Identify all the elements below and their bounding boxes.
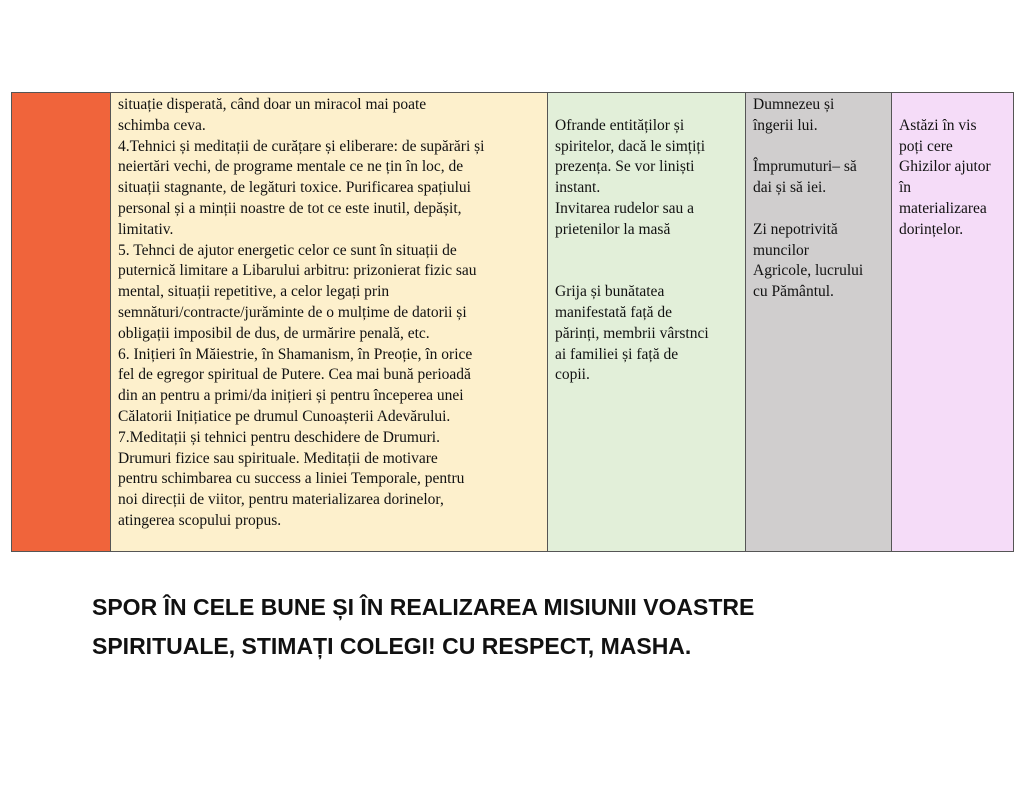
cell-text-line: 6. Inițieri în Măiestrie, în Shamanism, în Preoție, în orice (118, 345, 473, 363)
cell-text-line: Împrumuturi– să (753, 158, 857, 176)
cell-text-line (753, 199, 885, 220)
cell-text-line: prezența. Se vor liniști (555, 158, 695, 176)
cell-text-line: mental, situații repetitive, a celor legați prin (118, 283, 390, 301)
cell-text-line: Ghizilor ajutor (899, 158, 991, 176)
cell-text-line: părinți, membrii vârstnci (555, 324, 709, 342)
cell-text-line: neiertări vechi, de programe mentale ce ne țin în loc, de (118, 158, 464, 176)
cell-text-line: Astăzi în vis (899, 116, 977, 134)
cell-text-line: muncilor (753, 241, 809, 259)
cell-text-line: prietenilor la masă (555, 220, 671, 238)
ritual-table (11, 92, 1014, 552)
cell-text-line: situație disperată, când doar un miracol mai poate (118, 96, 427, 113)
cell-text-line: dai și să iei. (753, 179, 827, 197)
cell-text-line: noi direcții de viitor, pentru materializarea dorinelor, (118, 491, 444, 509)
cell-text-line: Agricole, lucrului (753, 262, 864, 280)
cell-text-line: semnături/contracte/jurăminte de o mulțime de datorii și (118, 303, 467, 321)
cell-text-line: dorințelor. (899, 220, 964, 238)
cell-text-line: cu Pământul. (753, 283, 834, 301)
cell-text-line: 7.Meditații și tehnici pentru deschidere de Drumuri. (118, 428, 440, 446)
cell-text-line: poți cere (899, 137, 953, 155)
cell-text-line: spiritelor, dacă le simțiți (555, 137, 706, 155)
cell-text-line: obligații imposibil de dus, de urmărire penală, etc. (118, 324, 430, 342)
cell-text-line: ai familiei și față de (555, 345, 679, 363)
cell-text-line: Ofrande entităților și (555, 116, 685, 134)
cell-text-line: fel de egregor spiritual de Putere. Cea mai bună perioadă (118, 366, 471, 384)
avoid-column (746, 93, 892, 551)
cell-text-line: îngerii lui. (753, 116, 818, 134)
cell-text-line (753, 137, 885, 158)
cell-text-line: Zi nepotrivită (753, 220, 838, 238)
cell-text-line: 5. Tehnci de ajutor energetic celor ce sunt în situații de (118, 241, 457, 259)
closing-message (92, 588, 992, 666)
cell-text-line: 4.Tehnici și meditații de curățare și eliberare: de supărări și (118, 137, 485, 155)
cell-text-line: Călatorii Inițiatice pe drumul Cunoașterii Adevărului. (118, 407, 451, 425)
cell-text-line: Dumnezeu și (753, 96, 835, 113)
cell-text-line: schimba ceva. (118, 116, 206, 134)
cell-text-line: pentru schimbarea cu success a liniei Temporale, pentru (118, 470, 465, 488)
cell-text-line: puternică limitare a Libarului arbitru: prizonierat fizic sau (118, 262, 477, 280)
closing-line-2: SPIRITUALE, STIMAȚI COLEGI! CU RESPECT, MASHA. (92, 633, 692, 659)
cell-text-line: limitativ. (118, 220, 174, 238)
color-column (12, 93, 111, 551)
cell-text-line: situații stagnante, de legături toxice. Purificarea spațiului (118, 179, 471, 197)
cell-text-line: atingerea scopului propus. (118, 511, 282, 529)
cell-text-line: Grija și bunătatea (555, 283, 665, 301)
cell-text-line (555, 241, 739, 262)
cell-text-line: copii. (555, 366, 590, 384)
cell-text-line: Drumuri fizice sau spirituale. Meditații de motivare (118, 449, 438, 467)
cell-text-line: în (899, 179, 912, 197)
offerings-column (548, 93, 746, 551)
cell-text-line: materializarea (899, 199, 987, 217)
cell-text-line: manifestată față de (555, 303, 673, 321)
cell-text-line (555, 95, 739, 116)
guides-column (892, 93, 1013, 551)
cell-text-line: Invitarea rudelor sau a (555, 199, 695, 217)
cell-text-line: instant. (555, 179, 601, 197)
practices-column (111, 93, 548, 551)
closing-line-1: SPOR ÎN CELE BUNE ȘI ÎN REALIZAREA MISIUNII VOASTRE (92, 594, 755, 620)
cell-text-line: din an pentru a primi/da inițieri și pentru începerea unei (118, 387, 464, 405)
cell-text-line: personal și a minții noastre de tot ce este inutil, depășit, (118, 199, 462, 217)
cell-text-line (555, 261, 739, 282)
cell-text-line (899, 95, 1007, 116)
